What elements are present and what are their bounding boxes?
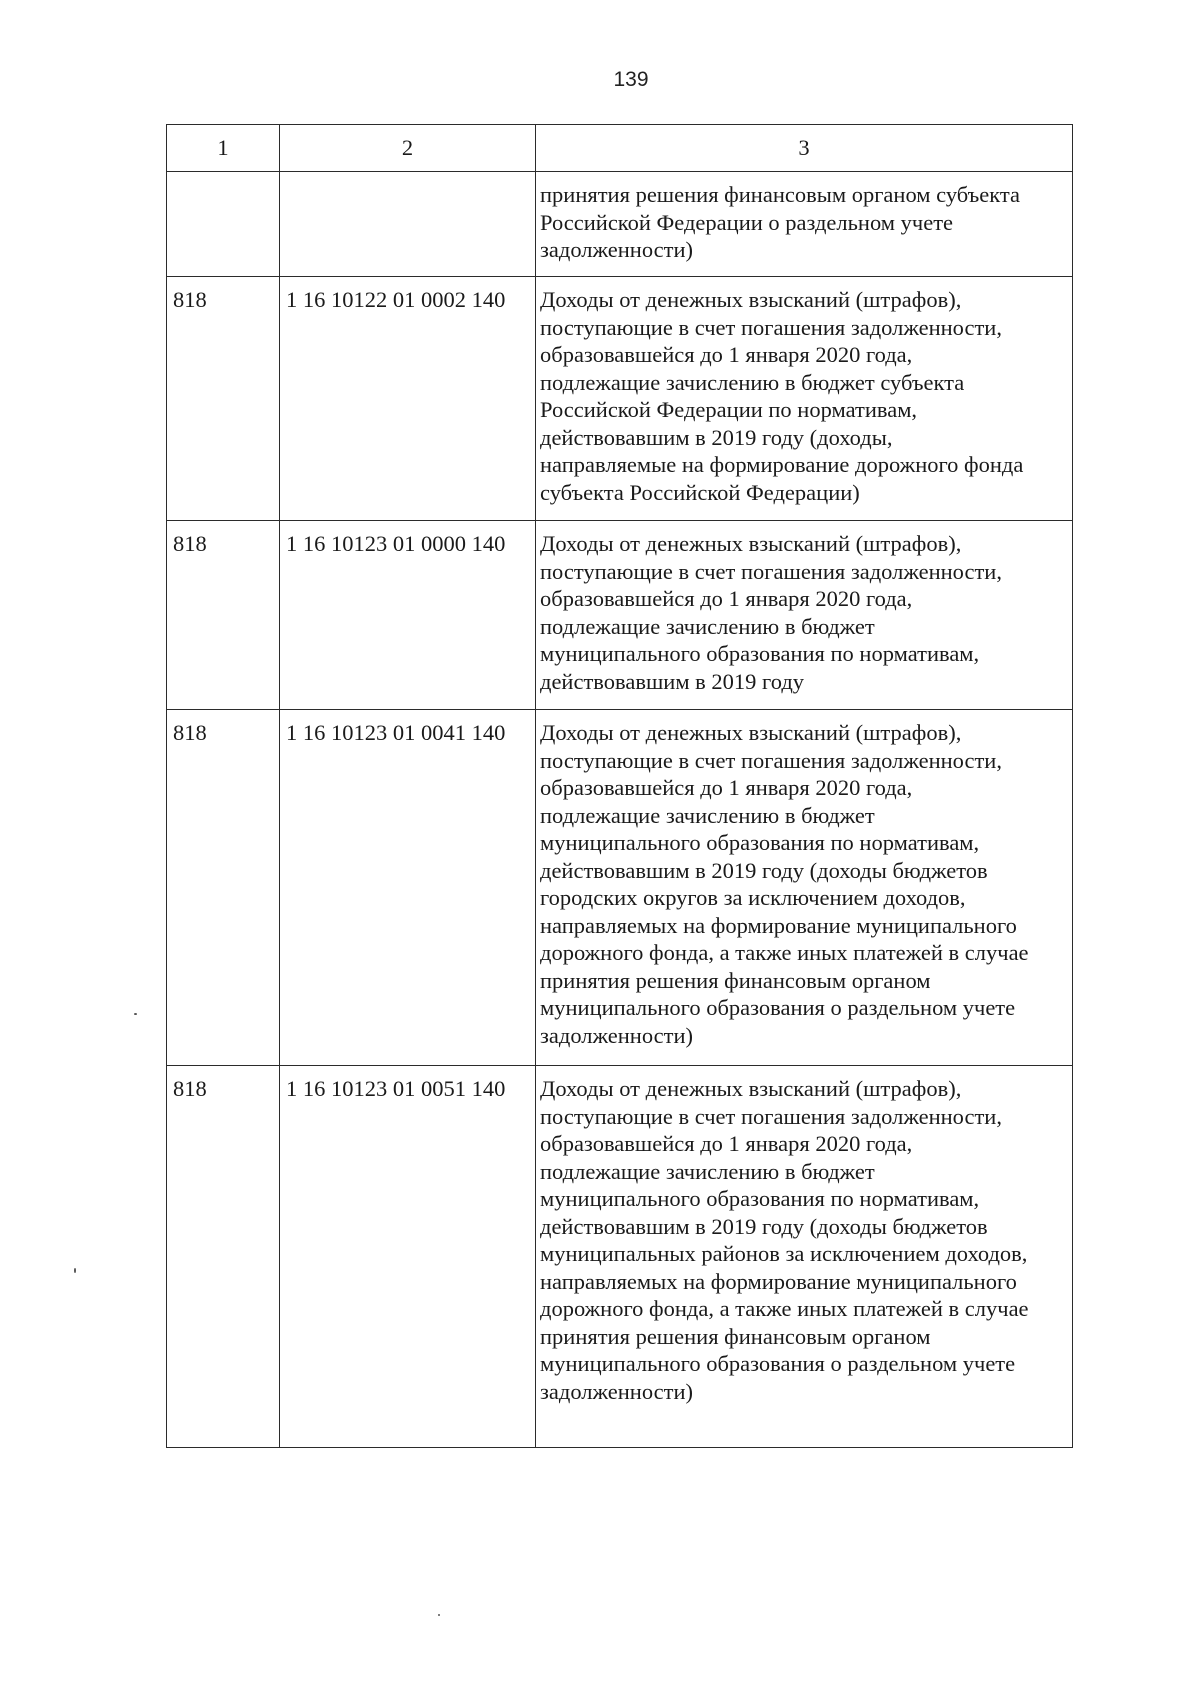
admin-code-cell: 818 [167, 521, 280, 710]
scan-speck [74, 1268, 76, 1273]
table-row [167, 277, 1073, 521]
kbk-code-cell: 1 16 10123 01 0051 140 [280, 1066, 536, 1448]
description-cell: Доходы от денежных взысканий (штрафов), поступающие в счет погашения задолженности, образовавшейся до 1 января 2020 года, подлежащие зачислению в бюджет муниципального образования по нормативам, действовавшим в 2019 году [536, 521, 1073, 710]
description-cell: Доходы от денежных взысканий (штрафов), поступающие в счет погашения задолженности, образовавшейся до 1 января 2020 года, подлежащие зачислению в бюджет субъекта Российской Федерации по нормативам, действовавшим в 2019 году (доходы, направляемые на формирование дорожного фонда субъекта Российской Федерации) [536, 277, 1073, 521]
column-header-1: 1 [167, 125, 280, 172]
table-row [167, 521, 1073, 710]
kbk-code-cell: 1 16 10123 01 0000 140 [280, 521, 536, 710]
kbk-code-cell: 1 16 10122 01 0002 140 [280, 277, 536, 521]
description-cell: принятия решения финансовым органом субъекта Российской Федерации о раздельном учете задолженности) [536, 172, 1073, 277]
admin-code-cell: 818 [167, 1066, 280, 1448]
description-cell: Доходы от денежных взысканий (штрафов), поступающие в счет погашения задолженности, образовавшейся до 1 января 2020 года, подлежащие зачислению в бюджет муниципального образования по нормативам, действовавшим в 2019 году (доходы бюджетов городских округов за исключением доходов, направляемых на формирование муниципального дорожного фонда, а также иных платежей в случае принятия решения финансовым органом муниципального образования о раздельном учете задолженности) [536, 710, 1073, 1066]
kbk-code-cell [280, 172, 536, 277]
column-header-3: 3 [536, 125, 1073, 172]
scan-speck [438, 1614, 440, 1616]
table-row [167, 1066, 1073, 1448]
table-row [167, 172, 1073, 277]
description-cell: Доходы от денежных взысканий (штрафов), поступающие в счет погашения задолженности, образовавшейся до 1 января 2020 года, подлежащие зачислению в бюджет муниципального образования по нормативам, действовавшим в 2019 году (доходы бюджетов муниципальных районов за исключением доходов, направляемых на формирование муниципального дорожного фонда, а также иных платежей в случае принятия решения финансовым органом муниципального образования о раздельном учете задолженности) [536, 1066, 1073, 1448]
admin-code-cell [167, 172, 280, 277]
page-number: 139 [613, 68, 649, 91]
admin-code-cell: 818 [167, 710, 280, 1066]
admin-code-cell: 818 [167, 277, 280, 521]
column-header-2: 2 [280, 125, 536, 172]
scan-speck [134, 1013, 137, 1015]
kbk-code-cell: 1 16 10123 01 0041 140 [280, 710, 536, 1066]
revenue-codes-table [166, 124, 1073, 1448]
table-row [167, 710, 1073, 1066]
table-header-row [167, 125, 1073, 172]
